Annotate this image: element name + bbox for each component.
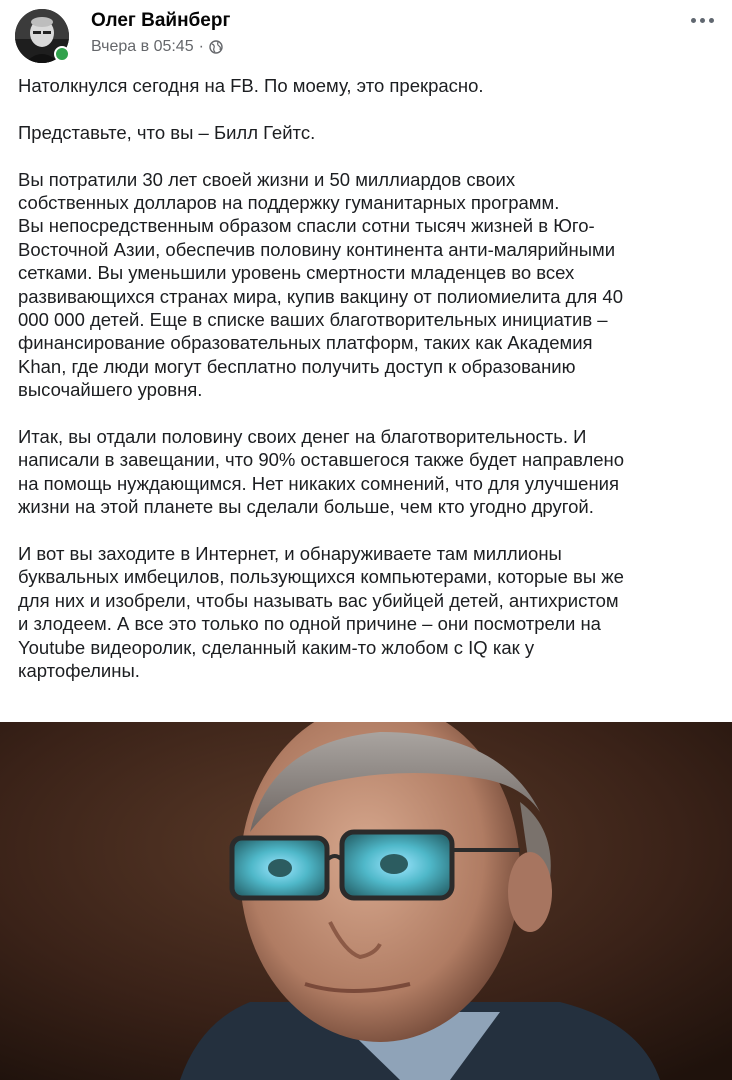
post-header bbox=[0, 0, 732, 66]
post-timestamp-link[interactable]: Вчера в 05:45 bbox=[91, 38, 194, 55]
meta-separator: · bbox=[198, 38, 204, 55]
more-dot bbox=[709, 18, 714, 23]
more-options-button[interactable] bbox=[686, 8, 718, 32]
post-paragraph: Натолкнулся сегодня на FB. По моему, это прекрасно. bbox=[18, 75, 484, 96]
post-paragraph: Вы потратили 30 лет своей жизни и 50 миллиардов своих собственных долларов на поддержку гуманитарных программ. Вы непосредственным образом спасли сотни тысяч жизней в Юго- Восточной Азии, обеспечив половину континента анти-малярийными сетками. Вы уменьшили уровень смертности младенцев во всех развивающихся странах мира, купив вакцину от полиомиелита для 40 000 000 детей. Еще в списке ваших благотворительных инициатив – финансирование образовательных платформ, таких как Академия Khan, где люди могут бесплатно получить доступ к образованию высочайшего уровня. bbox=[18, 168, 624, 401]
post-text bbox=[18, 74, 718, 683]
post-photo[interactable] bbox=[0, 722, 732, 1080]
online-status-indicator bbox=[54, 46, 70, 62]
post-paragraph: Представьте, что вы – Билл Гейтс. bbox=[18, 121, 316, 143]
post-meta bbox=[91, 38, 223, 56]
post-paragraph: И вот вы заходите в Интернет, и обнаруживаете там миллионы буквальных имбецилов, пользующихся компьютерами, которые вы же для них и изобрели, чтобы называть вас убийцей детей, антихристом и злодеем. А все это только по одной причине – они посмотрели на Youtube видеоролик, сделанный каким-то жлобом с IQ как у картофелины. bbox=[18, 543, 624, 682]
globe-icon[interactable] bbox=[209, 40, 223, 54]
more-dots-icon bbox=[691, 18, 696, 23]
author-name-link[interactable]: Олег Вайнберг bbox=[91, 10, 231, 31]
more-dot bbox=[700, 18, 705, 23]
author-avatar[interactable] bbox=[15, 9, 69, 63]
post-paragraph: Итак, вы отдали половину своих денег на благотворительность. И написали в завещании, что 90% оставшегося также будет направлено на помощь нуждающимся. Нет никаких сомнений, что для улучшения жизни на этой планете вы сделали больше, чем кто угодно другой. bbox=[18, 426, 625, 518]
